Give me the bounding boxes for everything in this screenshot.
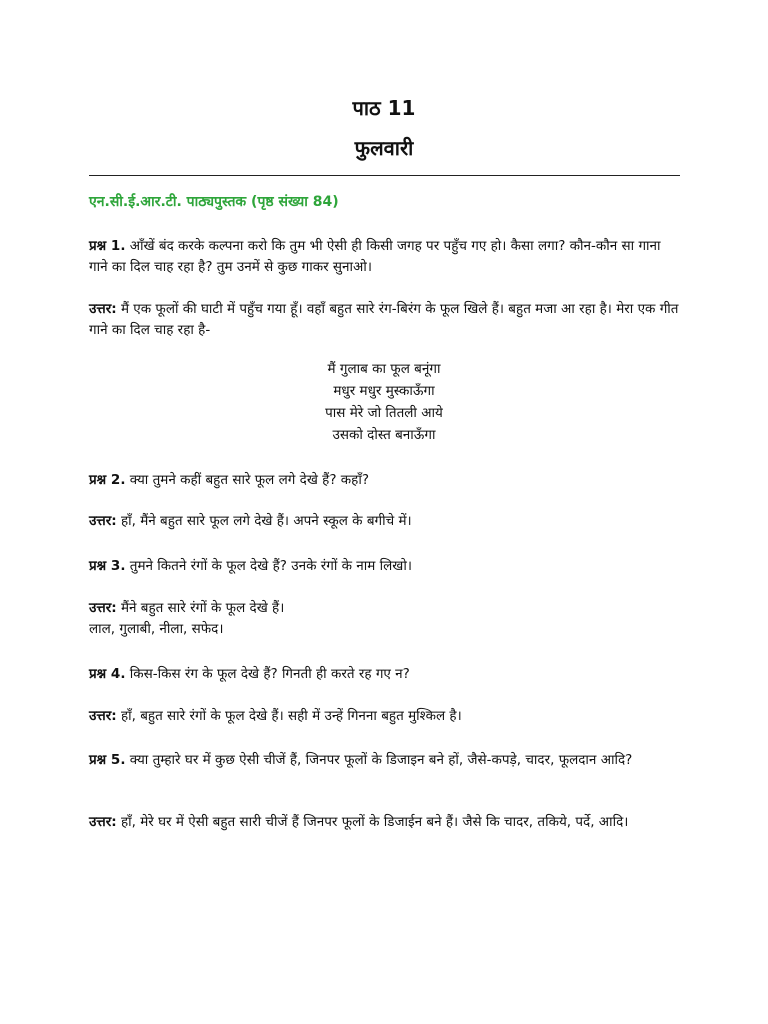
poem-line: उसको दोस्त बनाऊँगा — [332, 427, 436, 443]
answer-text: मैं एक फूलों की घाटी में पहुँच गया हूँ। वहाँ बहुत सारे रंग-बिरंग के फूल खिले हैं। बहुत मजा आ रहा है। मेरा एक गीत गाने का दिल चाह रहा है- — [89, 301, 679, 338]
question-text: क्या तुमने कहीं बहुत सारे फूल लगे देखे हैं? कहाँ? — [125, 472, 369, 488]
chapter-title: फुलवारी — [354, 136, 414, 160]
answer-1 — [89, 299, 679, 341]
answer-label: उत्तर: — [89, 814, 117, 830]
poem-line: पास मेरे जो तितली आये — [325, 405, 443, 421]
answer-label: उत्तर: — [89, 301, 117, 317]
question-label: प्रश्न 3. — [89, 558, 126, 574]
question-text: किस-किस रंग के फूल देखे हैं? गिनती ही करते रह गए न? — [125, 666, 410, 682]
answer-2 — [89, 511, 679, 532]
question-4 — [89, 664, 679, 685]
answer-text: हाँ, मेरे घर में ऐसी बहुत सारी चीजें हैं जिनपर फूलों के डिजाईन बने हैं। जैसे कि चादर, तकिये, पर्दे, आदि। — [116, 814, 629, 830]
answer-5 — [89, 812, 679, 833]
question-3 — [89, 556, 679, 577]
poem — [0, 358, 768, 446]
question-text: आँखें बंद करके कल्पना करो कि तुम भी ऐसी ही किसी जगह पर पहुँच गए हो। कैसा लगा? कौन-कौन सा गाना गाने का दिल चाह रहा है? तुम उनमें से कुछ गाकर सुनाओ। — [89, 238, 661, 275]
poem-line: मैं गुलाब का फूल बनूंगा — [327, 361, 441, 377]
question-label: प्रश्न 1. — [89, 238, 126, 254]
question-5 — [89, 750, 679, 771]
answer-text: हाँ, बहुत सारे रंगों के फूल देखे हैं। सही में उन्हें गिनना बहुत मुश्किल है। — [116, 708, 462, 724]
answer-text: मैंने बहुत सारे रंगों के फूल देखे हैं। — [116, 600, 285, 616]
source-reference: एन.सी.ई.आर.टी. पाठ्यपुस्तक (पृष्ठ संख्या 84) — [89, 194, 339, 210]
answer-text-line-2: लाल, गुलाबी, नीला, सफेद। — [89, 621, 224, 637]
question-text: क्या तुम्हारे घर में कुछ ऐसी चीजें हैं, जिनपर फूलों के डिजाइन बने हों, जैसे-कपड़े, चादर, फूलदान आदि? — [125, 752, 633, 768]
question-1 — [89, 236, 679, 278]
title-divider — [89, 175, 680, 176]
answer-label: उत्तर: — [89, 600, 117, 616]
answer-label: उत्तर: — [89, 708, 117, 724]
question-label: प्रश्न 5. — [89, 752, 126, 768]
poem-line: मधुर मधुर मुस्काऊँगा — [333, 383, 435, 399]
answer-text: हाँ, मैंने बहुत सारे फूल लगे देखे हैं। अपने स्कूल के बगीचे में। — [116, 513, 412, 529]
question-2 — [89, 470, 679, 491]
question-text: तुमने कितने रंगों के फूल देखे हैं? उनके रंगों के नाम लिखो। — [125, 558, 412, 574]
question-label: प्रश्न 2. — [89, 472, 126, 488]
answer-label: उत्तर: — [89, 513, 117, 529]
lesson-number: पाठ 11 — [352, 96, 416, 120]
question-label: प्रश्न 4. — [89, 666, 126, 682]
answer-4 — [89, 706, 679, 727]
answer-3 — [89, 598, 679, 640]
